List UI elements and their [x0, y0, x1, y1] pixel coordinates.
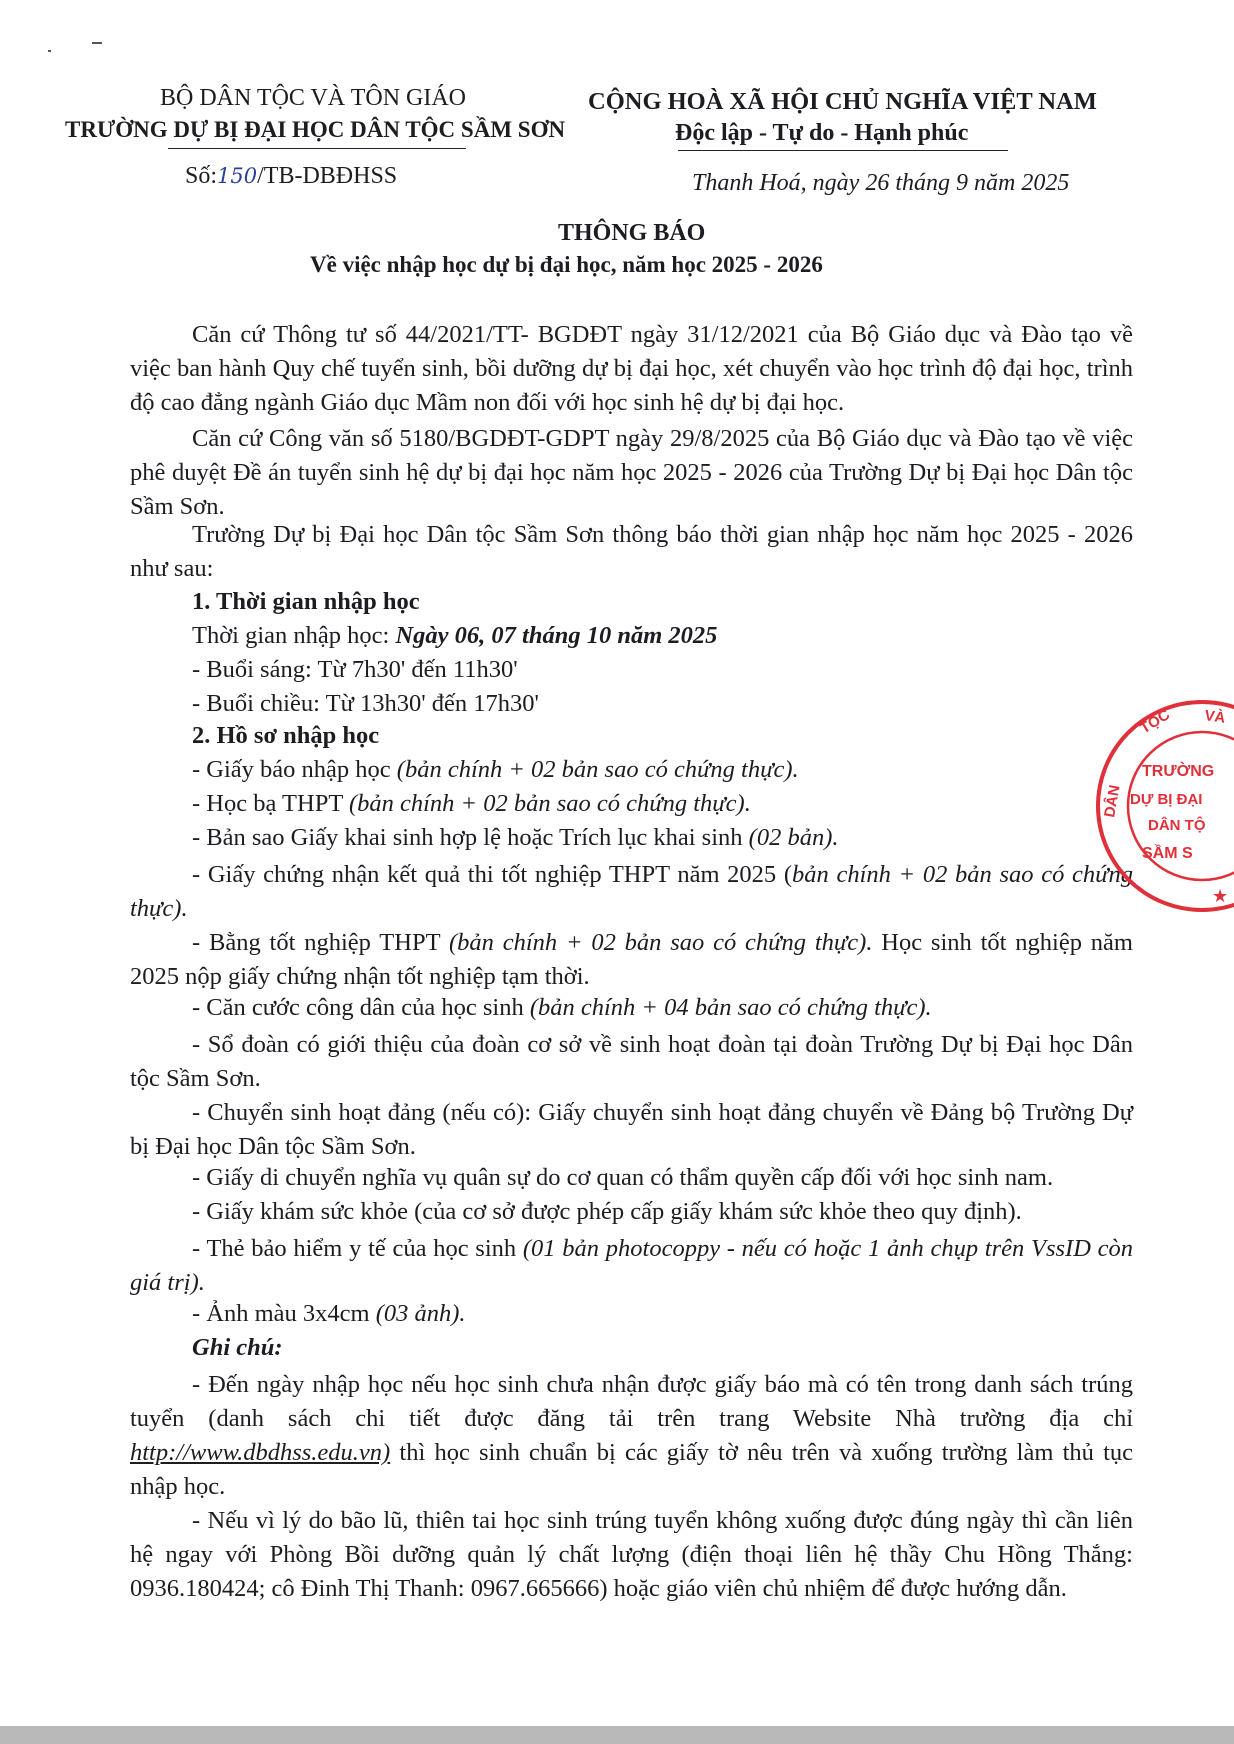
announcement-paragraph: Trường Dự bị Đại học Dân tộc Sầm Sơn thông báo thời gian nhập học năm học 2025 - 2026 như sau:: [130, 521, 1133, 582]
enrollment-time-label: Thời gian nhập học:: [192, 622, 396, 649]
basis-paragraph-2: Căn cứ Công văn số 5180/BGDĐT-GDPT ngày 29/8/2025 của Bộ Giáo dục và Đào tạo về việc phê duyệt Đề án tuyển sinh hệ dự bị đại học năm học 2025 - 2026 của Trường Dự bị Đại học Dân tộc Sầm Sơn.: [130, 425, 1133, 520]
document-title: THÔNG BÁO: [558, 220, 706, 246]
list-item-note: (01 bản photocoppy - nếu có hoặc 1 ảnh chụp trên VssID còn giá trị).: [130, 1235, 1133, 1296]
morning-session: - Buổi sáng: Từ 7h30' đến 11h30': [192, 656, 518, 683]
afternoon-session: - Buổi chiều: Từ 13h30' đến 17h30': [192, 690, 539, 717]
document-number-handwritten: 150: [217, 164, 258, 188]
list-item: [130, 1096, 1133, 1164]
list-item: [192, 1164, 1053, 1192]
seal-star-icon: ★: [1212, 886, 1229, 906]
list-item-note: (02 bản).: [748, 824, 839, 851]
scan-speck: [48, 50, 51, 52]
national-motto: Độc lập - Tự do - Hạnh phúc: [675, 120, 969, 146]
note-1-text-after: thì học sinh chuẩn bị các giấy tờ nêu trên và xuống trường làm thủ tục nhập học.: [130, 1439, 1133, 1500]
list-item-note: (bản chính + 02 bản sao có chứng thực).: [396, 756, 799, 783]
note-paragraph-1: [130, 1368, 1133, 1504]
section-2-heading: 2. Hồ sơ nhập học: [192, 722, 380, 749]
list-item: [130, 926, 1133, 994]
document-number-suffix: /TB-DBĐHSS: [257, 163, 398, 189]
motto-underline: [678, 150, 1008, 151]
scan-speck: [92, 42, 102, 44]
list-item: [130, 1232, 1133, 1300]
school-website-link[interactable]: http://www.dbdhss.edu.vn): [130, 1439, 391, 1466]
place-date: Thanh Hoá, ngày 26 tháng 9 năm 2025: [692, 170, 1070, 196]
list-item-text: - Bản sao Giấy khai sinh hợp lệ hoặc Trích lục khai sinh: [192, 824, 749, 851]
document-subtitle: Về việc nhập học dự bị đại học, năm học 2025 - 2026: [310, 252, 823, 277]
list-item-note: bản chính + 02 bản sao có chứng thực).: [130, 861, 1134, 922]
list-item-text: - Sổ đoàn có giới thiệu của đoàn cơ sở về sinh hoạt đoàn tại đoàn Trường Dự bị Đại học Dân tộc Sầm Sơn.: [130, 1031, 1133, 1092]
list-item-text: - Căn cước công dân của học sinh: [192, 994, 530, 1021]
list-item: [130, 1028, 1133, 1096]
list-item-text: - Chuyển sinh hoạt đảng (nếu có): Giấy chuyển sinh hoạt đảng chuyển về Đảng bộ Trường Dự bị Đại học Dân tộc Sầm Sơn.: [130, 1099, 1133, 1160]
list-item-note: (03 ảnh).: [375, 1300, 466, 1327]
seal-line-1: TRƯỜNG: [1142, 763, 1215, 780]
seal-arc-right: VÀ: [1203, 707, 1227, 727]
scan-bottom-edge: [0, 1726, 1234, 1744]
school-name: TRƯỜNG DỰ BỊ ĐẠI HỌC DÂN TỘC SẦM SƠN: [65, 117, 566, 142]
list-item: [130, 858, 1133, 926]
list-item-text: - Ảnh màu 3x4cm: [192, 1300, 376, 1327]
document-number: [185, 163, 397, 190]
list-item: [192, 790, 751, 818]
seal-line-4: SẦM S: [1142, 845, 1193, 862]
school-underline: [168, 148, 466, 149]
seal-line-2: DỰ BỊ ĐẠI: [1130, 791, 1203, 808]
list-item-text: - Thẻ bảo hiểm y tế của học sinh: [192, 1235, 523, 1262]
seal-line-3: DÂN TỘ: [1148, 817, 1206, 834]
ministry-name: BỘ DÂN TỘC VÀ TÔN GIÁO: [160, 85, 467, 111]
list-item-text: - Giấy khám sức khỏe (của cơ sở được phép cấp giấy khám sức khỏe theo quy định).: [192, 1198, 1022, 1225]
enrollment-time: [192, 622, 717, 650]
red-seal-stamp: [1092, 696, 1234, 916]
enrollment-time-value: Ngày 06, 07 tháng 10 năm 2025: [395, 622, 718, 649]
section-1-heading: 1. Thời gian nhập học: [192, 588, 420, 615]
list-item: [192, 756, 799, 784]
document-number-prefix: Số:: [185, 163, 218, 189]
seal-arc-top: TỘC: [1137, 706, 1173, 738]
list-item: [192, 994, 932, 1022]
list-item-text: - Bằng tốt nghiệp THPT: [192, 929, 449, 956]
nation-name: CỘNG HOÀ XÃ HỘI CHỦ NGHĨA VIỆT NAM: [588, 88, 1097, 115]
list-item: [192, 1198, 1022, 1226]
list-item: [192, 1300, 466, 1328]
note-paragraph-2: - Nếu vì lý do bão lũ, thiên tai học sinh trúng tuyển không xuống được đúng ngày thì cần liên hệ ngay với Phòng Bồi dưỡng quản lý chất lượng (điện thoại liên hệ thầy Chu Hồng Thắng: 0936.180424; cô Đinh Thị Thanh: 0967.665666) hoặc giáo viên chủ nhiệm để được hướng dẫn.: [130, 1507, 1133, 1602]
list-item-text: - Giấy chứng nhận kết quả thi tốt nghiệp THPT năm 2025 (: [192, 861, 793, 888]
list-item-text: - Giấy di chuyển nghĩa vụ quân sự do cơ quan có thẩm quyền cấp đối với học sinh nam.: [192, 1164, 1054, 1191]
list-item-note: (bản chính + 02 bản sao có chứng thực).: [448, 929, 873, 956]
notes-heading: Ghi chú:: [192, 1334, 283, 1361]
seal-arc-left: DÂN: [1101, 783, 1124, 819]
list-item: [192, 824, 838, 852]
list-item-note: (bản chính + 02 bản sao có chứng thực).: [348, 790, 751, 817]
list-item-text: - Giấy báo nhập học: [192, 756, 397, 783]
note-1-text: - Đến ngày nhập học nếu học sinh chưa nhận được giấy báo mà có tên trong danh sách trúng tuyển (danh sách chi tiết được đăng tải trên trang Website Nhà trường địa chỉ: [130, 1371, 1133, 1432]
list-item-text: - Học bạ THPT: [192, 790, 349, 817]
list-item-extra: Học sinh tốt nghiệp năm 2025 nộp giấy chứng nhận tốt nghiệp tạm thời.: [130, 929, 1133, 990]
list-item-note: (bản chính + 04 bản sao có chứng thực).: [529, 994, 932, 1021]
basis-paragraph-1: Căn cứ Thông tư số 44/2021/TT- BGDĐT ngày 31/12/2021 của Bộ Giáo dục và Đào tạo về việc ban hành Quy chế tuyển sinh, bồi dưỡng dự bị đại học, xét chuyển vào học trình độ đại học, trình độ cao đẳng ngành Giáo dục Mầm non đối với học sinh hệ dự bị đại học.: [130, 321, 1133, 416]
